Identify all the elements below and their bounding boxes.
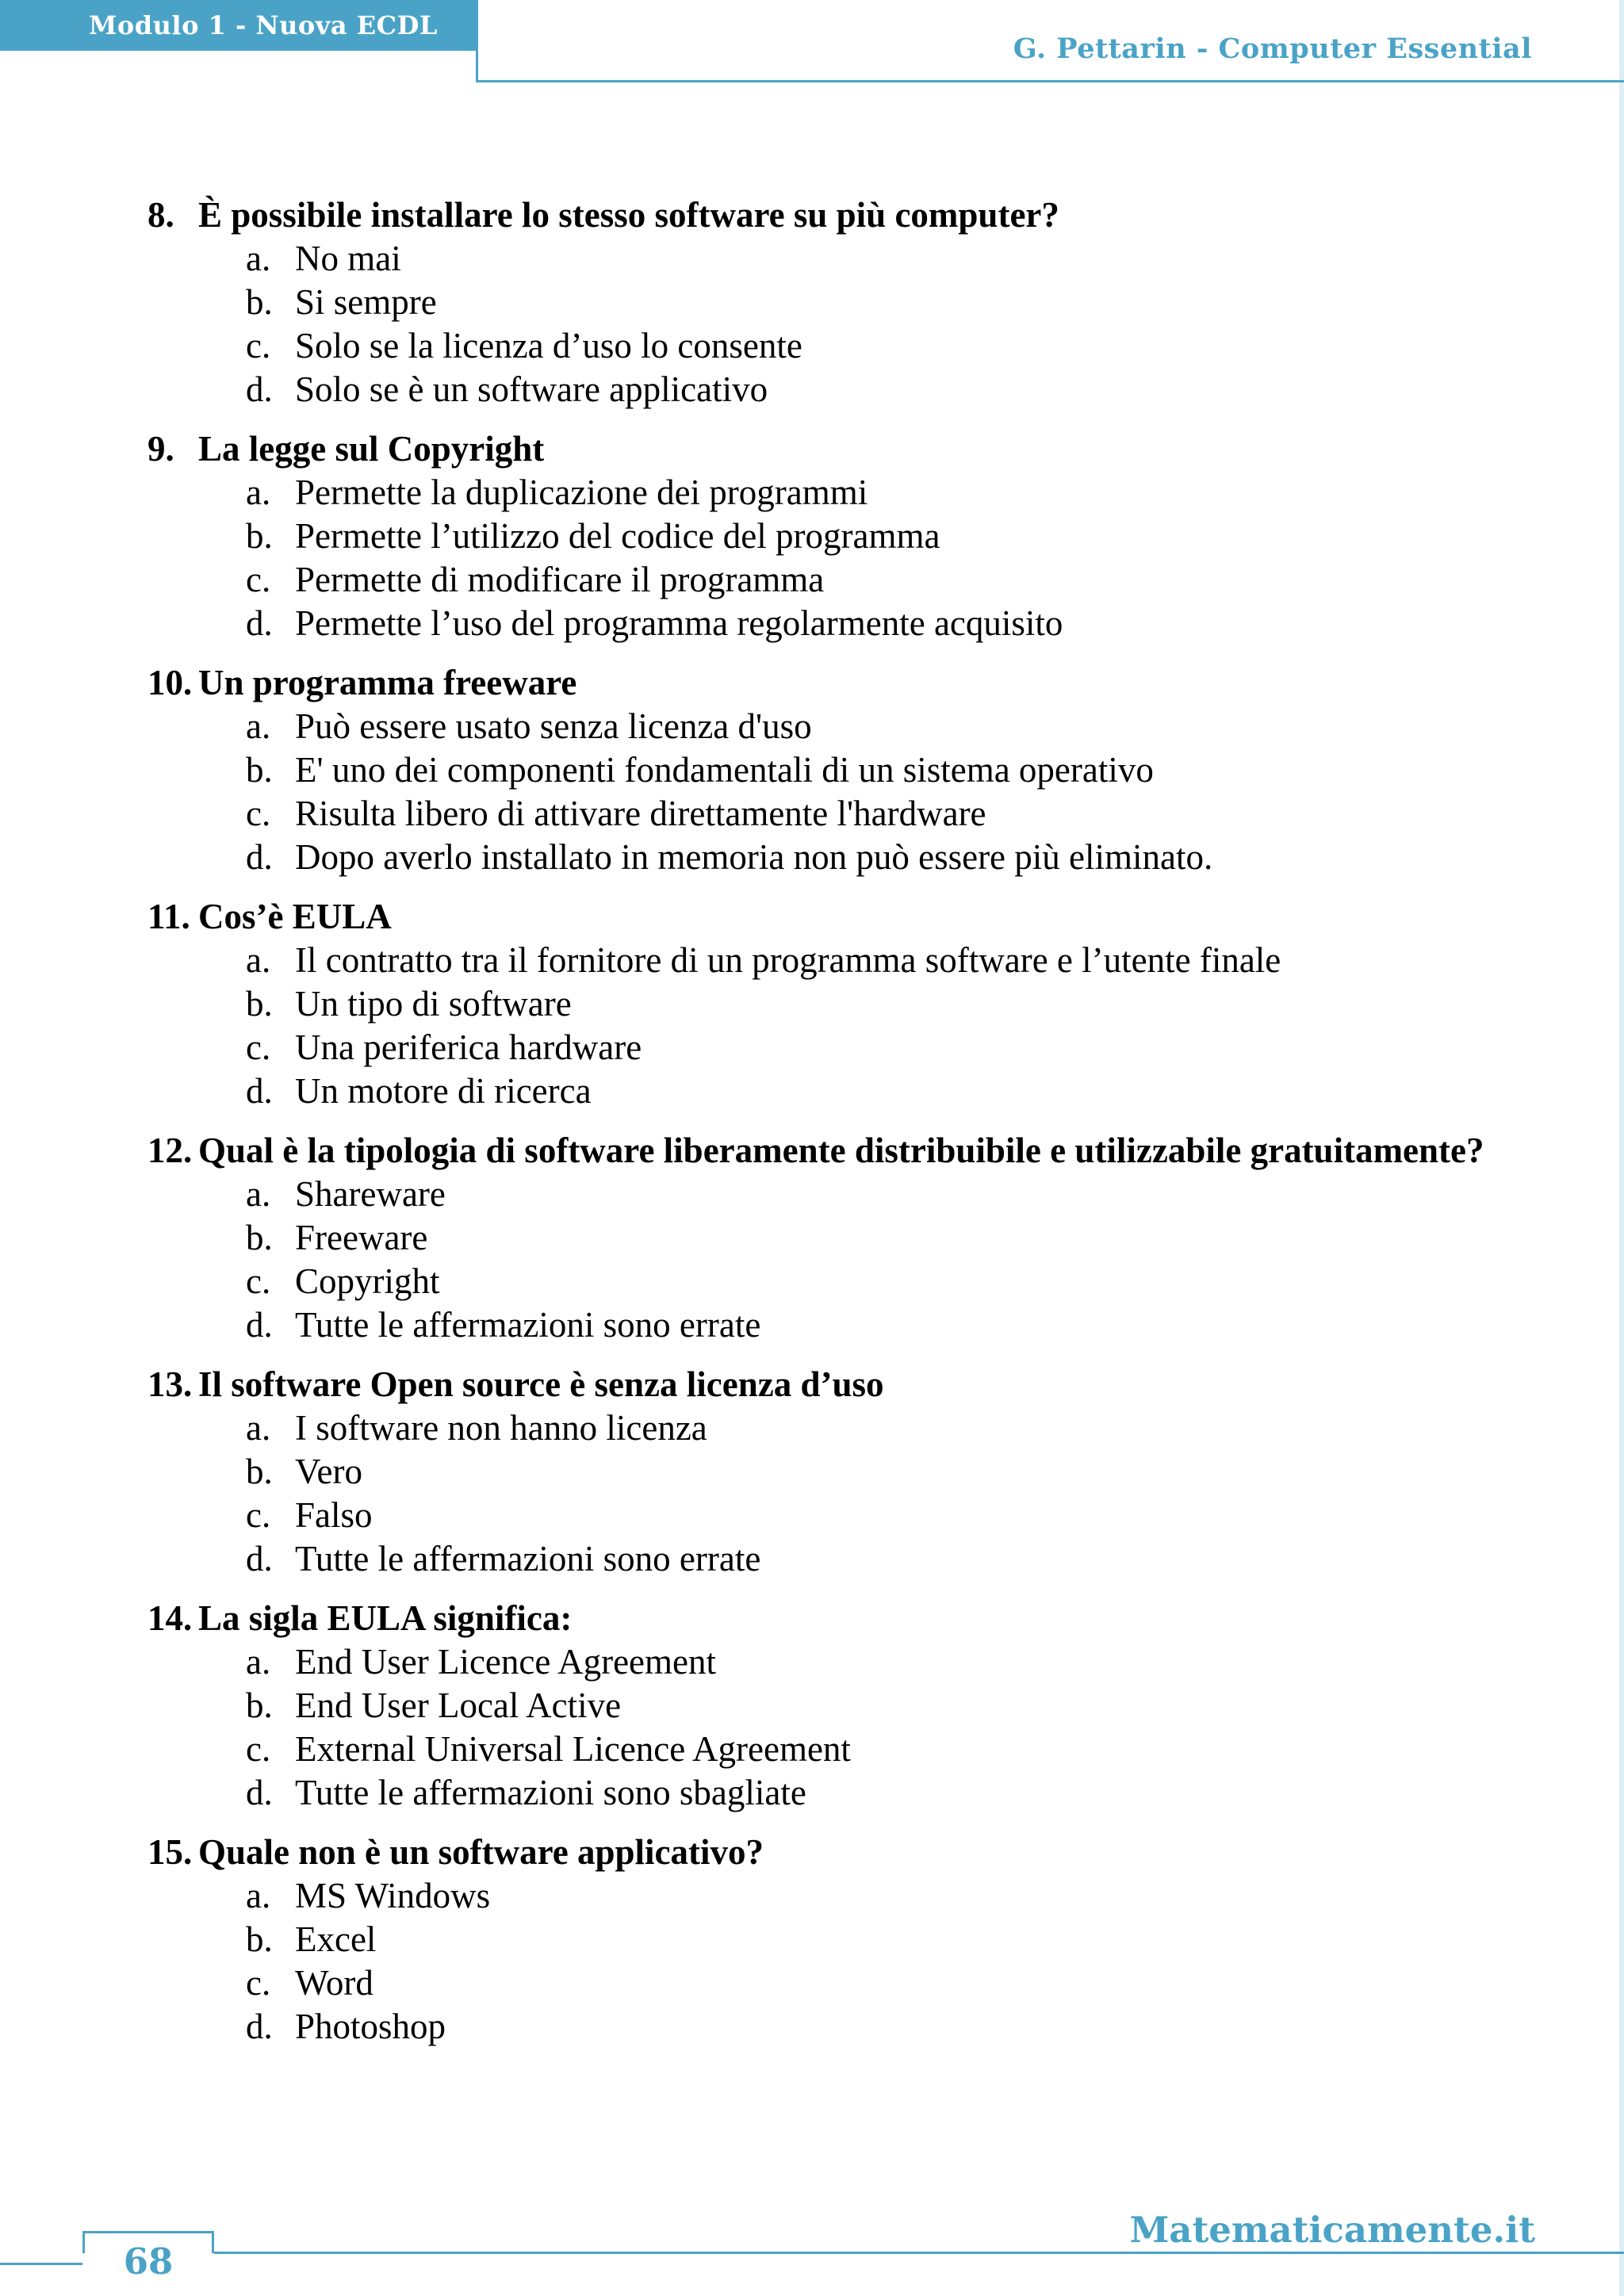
question-title: [147, 193, 1529, 237]
question-text: Quale non è un software applicativo?: [198, 1832, 764, 1872]
answer-option: [147, 368, 1529, 411]
option-text: Tutte le affermazioni sono sbagliate: [295, 1773, 806, 1812]
answer-option: [147, 1961, 1529, 2005]
question-number: 15.: [147, 1832, 193, 1872]
option-letter: d.: [246, 369, 273, 409]
option-letter: c.: [246, 1963, 271, 2003]
option-letter: a.: [246, 1174, 271, 1214]
question-title: [147, 895, 1529, 939]
option-letter: d.: [246, 1071, 273, 1111]
header-book-title: G. Pettarin - Computer Essential: [1013, 33, 1532, 65]
question-11: [147, 895, 1529, 1113]
option-letter: b.: [246, 516, 273, 556]
option-letter: a.: [246, 706, 271, 746]
question-text: È possibile installare lo stesso software su più computer?: [198, 195, 1059, 235]
answer-option: [147, 558, 1529, 602]
option-letter: a.: [246, 239, 271, 278]
header-divider-vertical: [476, 0, 478, 82]
answer-option: [147, 281, 1529, 324]
option-letter: b.: [246, 984, 273, 1024]
answer-option: [147, 471, 1529, 515]
answer-option: [147, 1173, 1529, 1216]
question-15: [147, 1831, 1529, 2049]
question-number: 10.: [147, 663, 193, 702]
option-letter: a.: [246, 1642, 271, 1682]
option-text: External Universal Licence Agreement: [295, 1729, 851, 1769]
option-text: Permette l’uso del programma regolarmente acquisito: [295, 603, 1063, 643]
answer-option: [147, 1874, 1529, 1918]
option-letter: d.: [246, 2007, 273, 2046]
question-text: Qual è la tipologia di software liberamente distribuibile e utilizzabile gratuitamente?: [198, 1131, 1484, 1170]
answer-option: [147, 792, 1529, 836]
option-letter: c.: [246, 794, 271, 833]
option-text: Una periferica hardware: [295, 1027, 642, 1067]
option-text: Il contratto tra il fornitore di un programma software e l’utente finale: [295, 940, 1281, 980]
question-13: [147, 1363, 1529, 1581]
question-number: 8.: [147, 195, 174, 235]
footer-rule-left: [0, 2263, 82, 2265]
answer-option: [147, 1684, 1529, 1728]
option-letter: b.: [246, 1919, 273, 1959]
answer-option: [147, 515, 1529, 558]
option-text: I software non hanno licenza: [295, 1408, 707, 1448]
option-text: End User Licence Agreement: [295, 1642, 717, 1682]
question-text: Cos’è EULA: [198, 897, 392, 936]
answer-option: [147, 982, 1529, 1026]
footer-site-name: Matematicamente.it: [1129, 2209, 1535, 2251]
option-text: Permette la duplicazione dei programmi: [295, 473, 868, 512]
question-title: [147, 1363, 1529, 1406]
option-text: Risulta libero di attivare direttamente l'hardware: [295, 794, 986, 833]
question-title: [147, 661, 1529, 705]
answer-option: [147, 939, 1529, 982]
option-letter: d.: [246, 1305, 273, 1345]
option-text: Tutte le affermazioni sono errate: [295, 1539, 761, 1578]
option-text: Può essere usato senza licenza d'uso: [295, 706, 812, 746]
option-letter: a.: [246, 1408, 271, 1448]
option-letter: d.: [246, 1539, 273, 1578]
answer-option: [147, 1494, 1529, 1537]
question-number: 14.: [147, 1598, 193, 1638]
answer-option: [147, 1260, 1529, 1303]
question-number: 9.: [147, 429, 174, 469]
footer-rule-right: [214, 2252, 1624, 2254]
option-text: Permette l’utilizzo del codice del programma: [295, 516, 940, 556]
option-text: Un motore di ricerca: [295, 1071, 592, 1111]
option-letter: a.: [246, 473, 271, 512]
option-letter: b.: [246, 1686, 273, 1725]
answer-option: [147, 1450, 1529, 1494]
option-text: MS Windows: [295, 1876, 491, 1915]
answer-option: [147, 1216, 1529, 1260]
question-title: [147, 1597, 1529, 1640]
option-letter: b.: [246, 1218, 273, 1257]
page-edge-stripe: [1619, 0, 1624, 2296]
answer-option: [147, 324, 1529, 368]
question-number: 11.: [147, 897, 190, 936]
option-letter: b.: [246, 1452, 273, 1491]
answer-option: [147, 836, 1529, 879]
question-14: [147, 1597, 1529, 1815]
answer-option: [147, 1026, 1529, 1070]
option-letter: c.: [246, 560, 271, 599]
option-text: Dopo averlo installato in memoria non può essere più eliminato.: [295, 837, 1213, 877]
option-letter: c.: [246, 1027, 271, 1067]
answer-option: [147, 1303, 1529, 1347]
question-10: [147, 661, 1529, 879]
answer-option: [147, 602, 1529, 645]
answer-option: [147, 748, 1529, 792]
question-number: 12.: [147, 1131, 193, 1170]
option-letter: d.: [246, 837, 273, 877]
question-text: Il software Open source è senza licenza d’uso: [198, 1364, 884, 1404]
option-text: Permette di modificare il programma: [295, 560, 825, 599]
option-text: Solo se la licenza d’uso lo consente: [295, 326, 802, 365]
answer-option: [147, 1640, 1529, 1684]
question-title: [147, 1831, 1529, 1874]
answer-option: [147, 1771, 1529, 1815]
answer-option: [147, 1406, 1529, 1450]
option-letter: a.: [246, 1876, 271, 1915]
option-letter: c.: [246, 326, 271, 365]
option-letter: d.: [246, 1773, 273, 1812]
question-text: Un programma freeware: [198, 663, 577, 702]
option-text: Copyright: [295, 1261, 440, 1301]
header-rule: [476, 80, 1624, 82]
option-letter: b.: [246, 750, 273, 790]
option-text: E' uno dei componenti fondamentali di un sistema operativo: [295, 750, 1154, 790]
option-text: Si sempre: [295, 282, 437, 322]
question-text: La sigla EULA significa:: [198, 1598, 573, 1638]
option-letter: c.: [246, 1261, 271, 1301]
question-text: La legge sul Copyright: [198, 429, 545, 469]
option-letter: c.: [246, 1729, 271, 1769]
option-letter: b.: [246, 282, 273, 322]
option-text: Un tipo di software: [295, 984, 572, 1024]
option-text: Photoshop: [295, 2007, 446, 2046]
option-letter: d.: [246, 603, 273, 643]
option-text: Freeware: [295, 1218, 428, 1257]
option-text: Solo se è un software applicativo: [295, 369, 768, 409]
quiz-content: [147, 193, 1529, 2064]
answer-option: [147, 705, 1529, 748]
option-text: End User Local Active: [295, 1686, 622, 1725]
option-letter: a.: [246, 940, 271, 980]
answer-option: [147, 1728, 1529, 1771]
answer-option: [147, 1537, 1529, 1581]
question-title: [147, 1129, 1529, 1173]
question-number: 13.: [147, 1364, 193, 1404]
question-12: [147, 1129, 1529, 1347]
answer-option: [147, 2005, 1529, 2049]
option-text: Word: [295, 1963, 373, 2003]
answer-option: [147, 1070, 1529, 1113]
question-8: [147, 193, 1529, 411]
answer-option: [147, 1918, 1529, 1961]
question-9: [147, 427, 1529, 645]
option-text: Shareware: [295, 1174, 446, 1214]
answer-option: [147, 237, 1529, 281]
page-number: 68: [123, 2241, 174, 2283]
option-text: Falso: [295, 1495, 373, 1535]
option-text: No mai: [295, 239, 401, 278]
option-text: Vero: [295, 1452, 362, 1491]
option-letter: c.: [246, 1495, 271, 1535]
question-title: [147, 427, 1529, 471]
option-text: Excel: [295, 1919, 377, 1959]
option-text: Tutte le affermazioni sono errate: [295, 1305, 761, 1345]
header-module-tab: Modulo 1 - Nuova ECDL: [0, 0, 476, 51]
